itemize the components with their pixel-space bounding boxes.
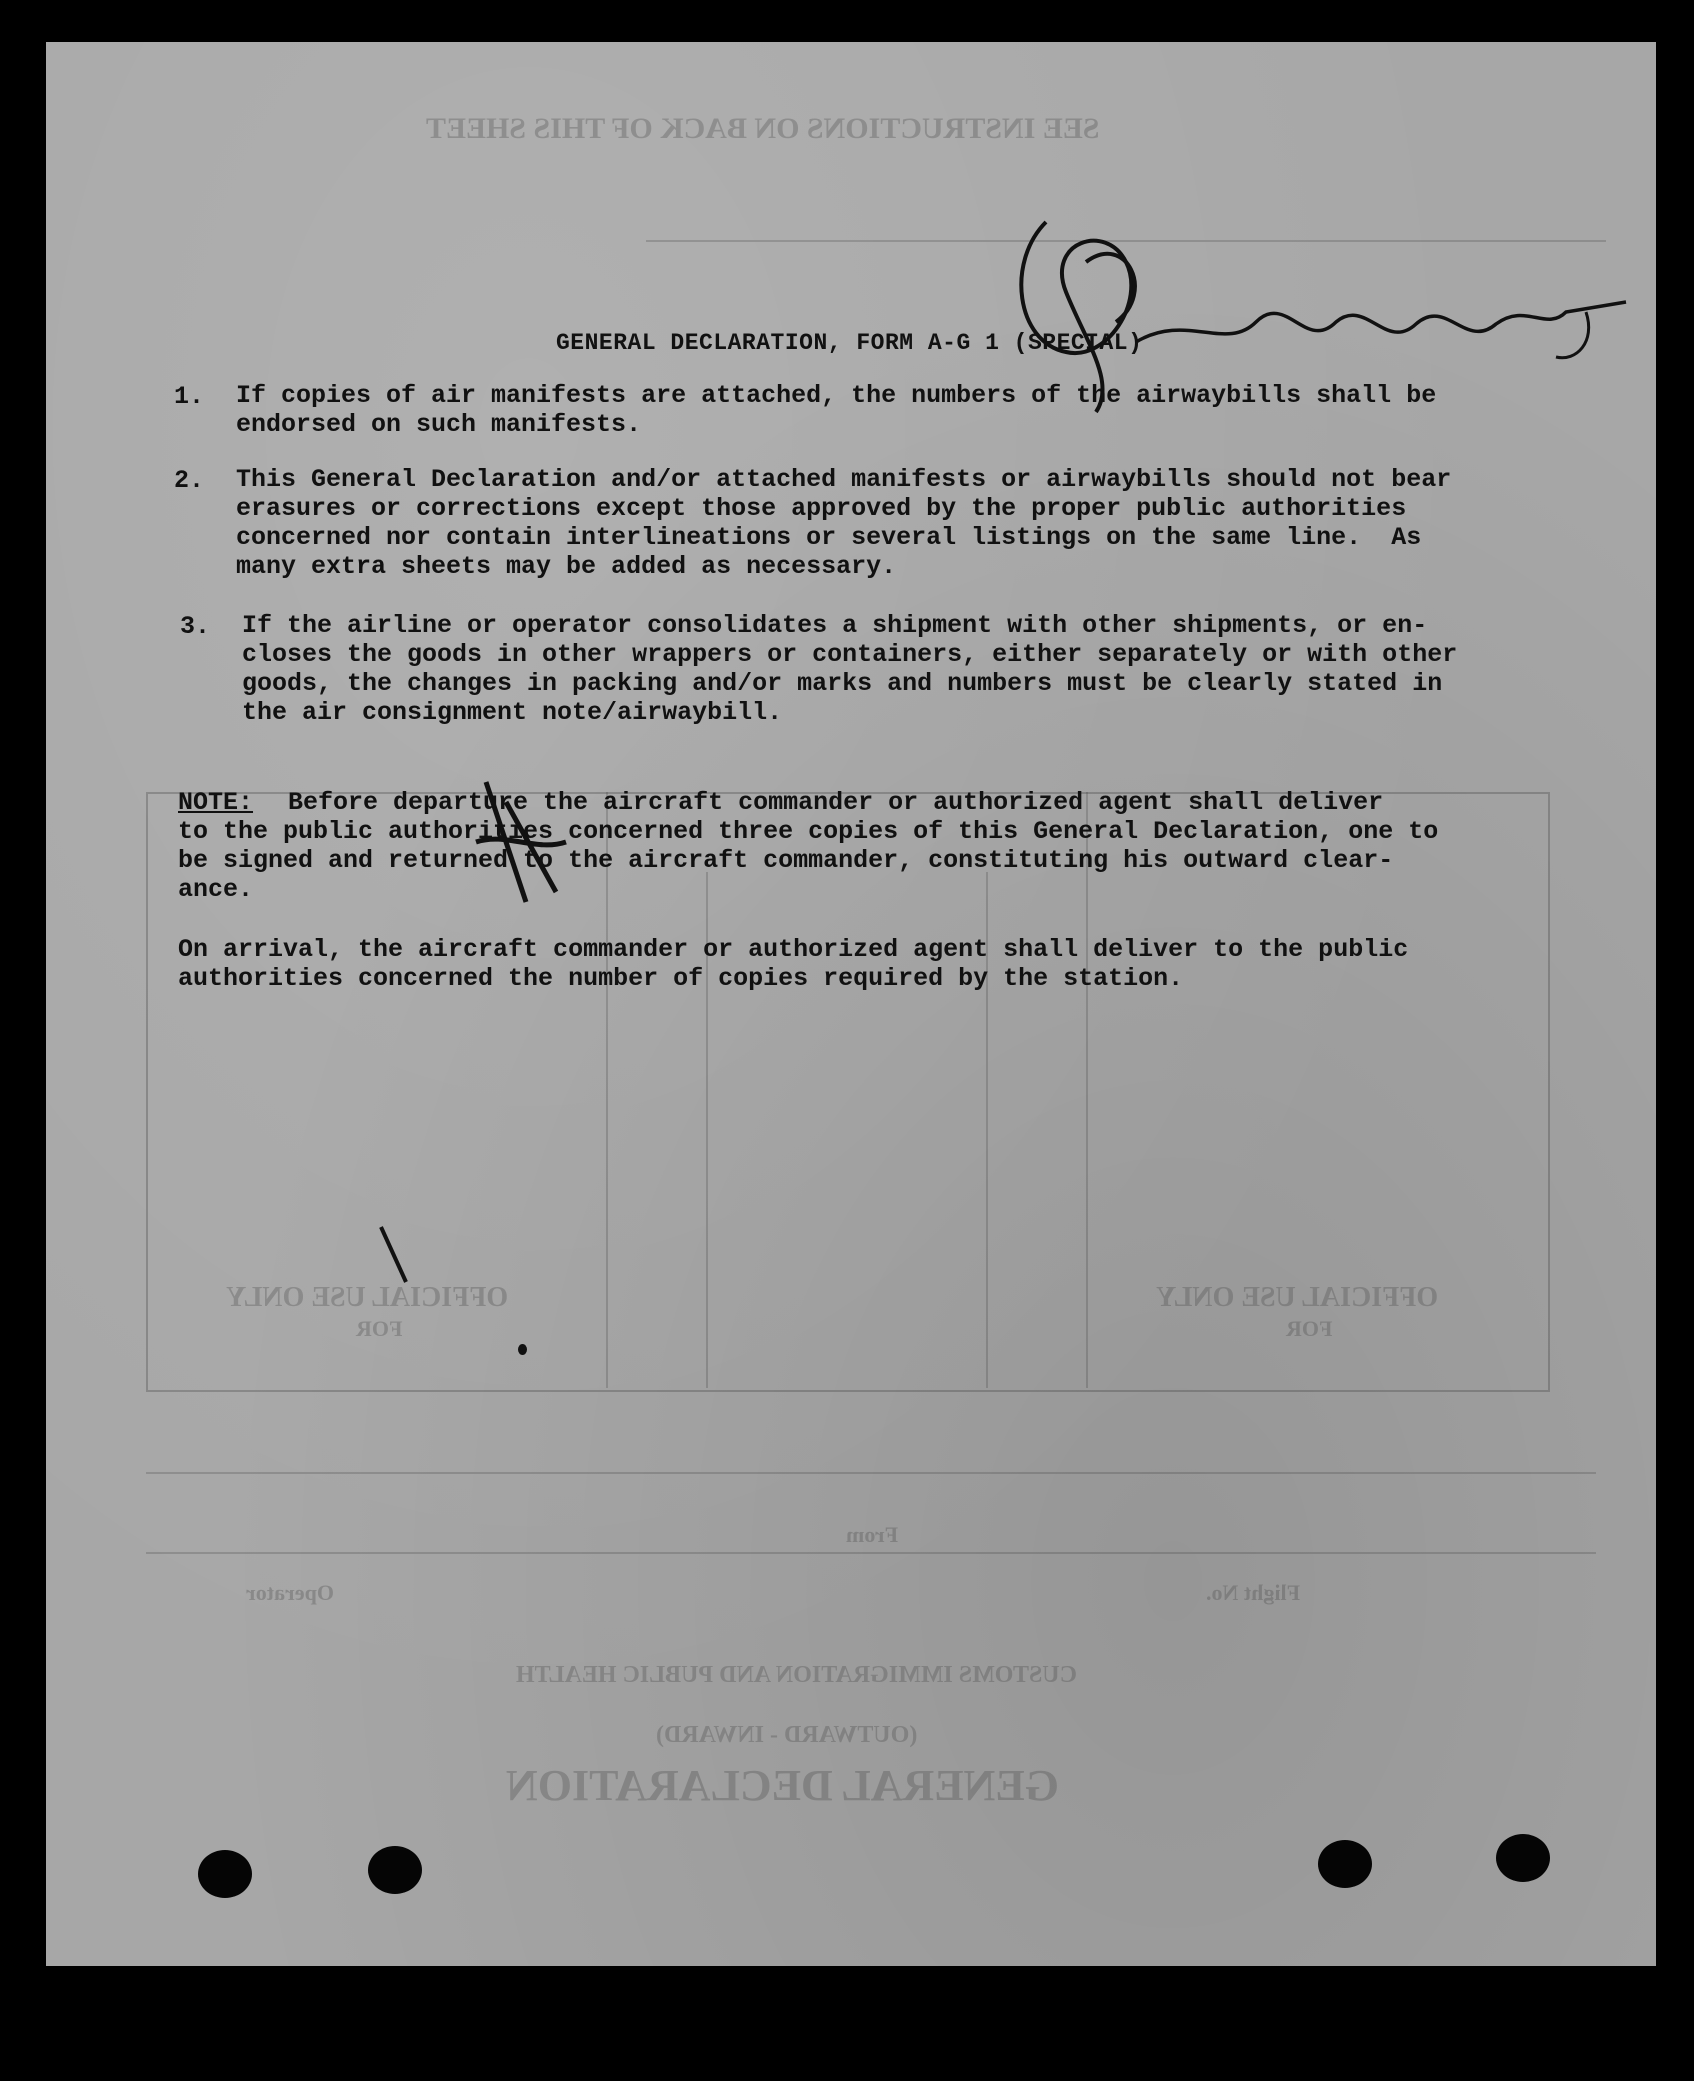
item-number: 3.: [180, 612, 211, 641]
ink-dot: [518, 1344, 527, 1355]
bleedthrough-col-1: [606, 792, 608, 1388]
punch-hole: [1318, 1840, 1372, 1888]
instruction-line: many extra sheets may be added as necessary.: [236, 552, 897, 581]
note-line: to the public authorities concerned three copies of this General Declaration, one to: [178, 817, 1439, 846]
instruction-line: goods, the changes in packing and/or marks and numbers must be clearly stated in: [242, 669, 1443, 698]
bleedthrough-rule-2: [146, 1472, 1596, 1474]
bleedthrough-flight-no: Flight No.: [1206, 1580, 1301, 1605]
bleedthrough-official-right: OFFICIAL USE ONLY: [1156, 1282, 1439, 1313]
instruction-line: the air consignment note/airwaybill.: [242, 698, 783, 727]
punch-hole: [368, 1846, 422, 1894]
punch-hole: [1496, 1834, 1550, 1882]
form-title: GENERAL DECLARATION, FORM A-G 1 (SPECIAL): [556, 330, 1143, 356]
note-line: be signed and returned to the aircraft commander, constituting his outward clear-: [178, 846, 1394, 875]
bleedthrough-for-left: FOR: [356, 1316, 403, 1341]
instruction-line: endorsed on such manifests.: [236, 410, 642, 439]
ink-mark: [376, 1222, 436, 1302]
instruction-line: concerned nor contain interlineations or several listings on the same line. As: [236, 523, 1422, 552]
punch-hole: [198, 1850, 252, 1898]
instruction-line: If the airline or operator consolidates a shipment with other shipments, or en-: [242, 611, 1428, 640]
item-number: 2.: [174, 466, 205, 495]
bleedthrough-official-left: OFFICIAL USE ONLY: [226, 1282, 509, 1313]
instruction-line: closes the goods in other wrappers or containers, either separately or with other: [242, 640, 1458, 669]
bleedthrough-customs: CUSTOMS IMMIGRATION AND PUBLIC HEALTH: [516, 1662, 1077, 1688]
instruction-line: This General Declaration and/or attached manifests or airwaybills should not bear: [236, 465, 1452, 494]
note-label: NOTE:: [178, 788, 254, 817]
bleedthrough-for-right: FOR: [1286, 1316, 1333, 1341]
bleedthrough-rule-3: [146, 1552, 1596, 1554]
bleedthrough-from: From: [846, 1522, 899, 1547]
document-sheet: [46, 42, 1656, 1966]
note-line: Before departure the aircraft commander or authorized agent shall deliver: [258, 788, 1384, 817]
item-number: 1.: [174, 382, 205, 411]
note-line: ance.: [178, 875, 254, 904]
bleedthrough-col-4: [1086, 792, 1088, 1388]
bleedthrough-operator: Operator: [246, 1580, 334, 1605]
bleedthrough-top: SEE INSTRUCTIONS ON BACK OF THIS SHEET: [426, 112, 1100, 145]
bleedthrough-general: GENERAL DECLARATION: [506, 1761, 1059, 1810]
arrival-line: On arrival, the aircraft commander or authorized agent shall deliver to the public: [178, 935, 1409, 964]
instruction-line: erasures or corrections except those approved by the proper public authorities: [236, 494, 1407, 523]
bleedthrough-outward: (OUTWARD - INWARD): [656, 1722, 918, 1748]
instruction-line: If copies of air manifests are attached, the numbers of the airwaybills shall be: [236, 381, 1437, 410]
arrival-line: authorities concerned the number of copies required by the station.: [178, 964, 1184, 993]
